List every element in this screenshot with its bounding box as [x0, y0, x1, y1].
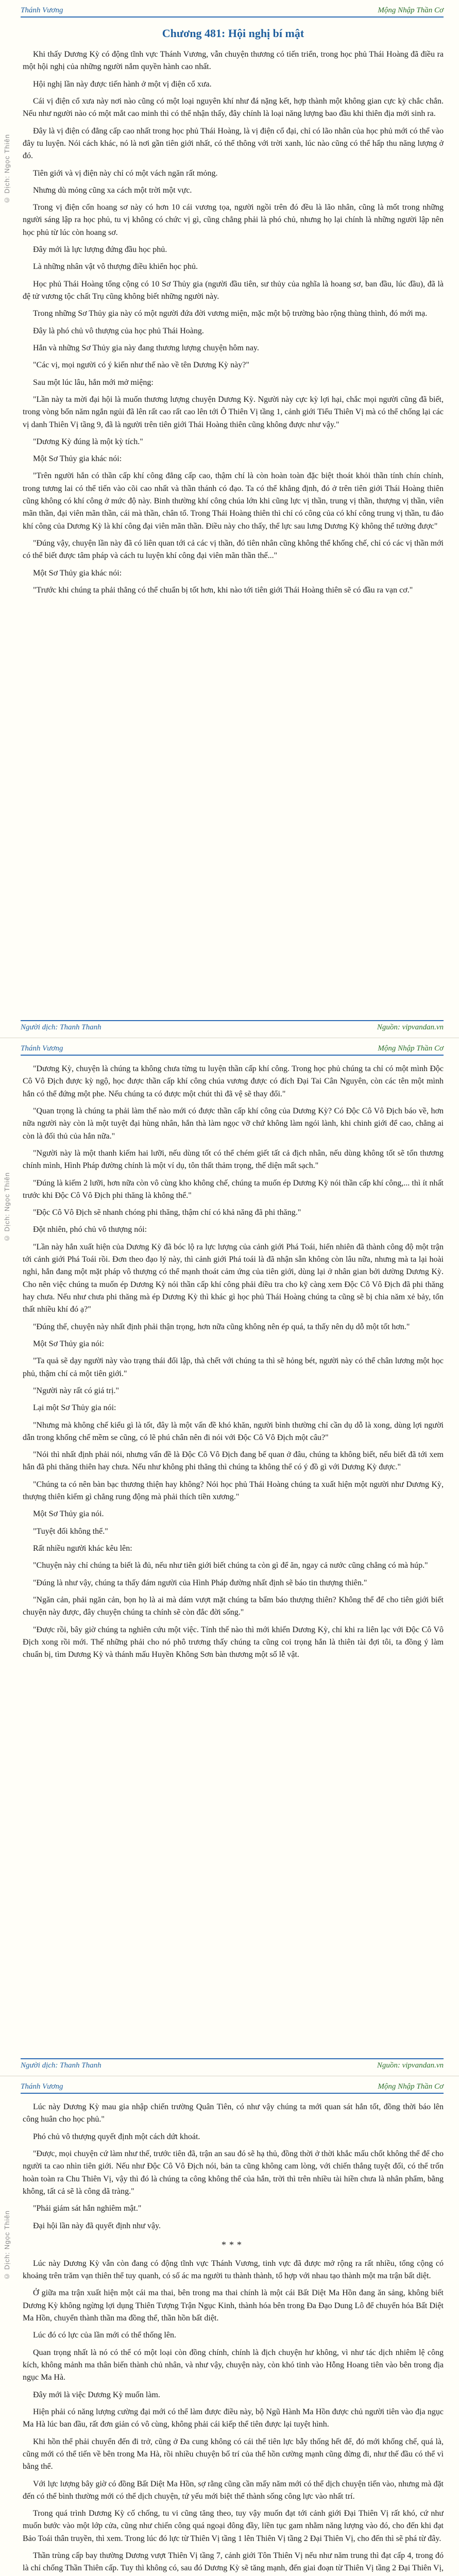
side-watermark: © Dịch: Ngọc Thiên	[3, 1172, 11, 1243]
paragraph: "Chuyện này chỉ chúng ta biết là đủ, nếu như tiên giới biết chúng ta còn gì để ăn, ngay cả nước cũng chẳng có mà húp."	[33, 1561, 428, 1570]
paragraph: "Người này rất có giá trị."	[33, 1386, 120, 1395]
paragraph: "Lần này hắn xuất hiện của Dương Kỳ đã bóc lộ ra lực lượng của cảnh giới Phá Toái, hiển nhiên đã thành công độ một trận tới cảnh giới Phá Toái rồi. Đơn theo đạo lý này, thì cảnh giới Phá toái là đã nhận sẵn không còn lâu nữa, nhưng mà ta lại hoài nghi, hắn đang một mặt pháp vô thượng có thể mạnh thoát cảm ứng của tiên giới, dùng lại ở nhân gian bởi dường Dương Kỳ. Cho nên việc chúng ta muốn ép Dương Kỳ nói thần cấp khí công phải điều tra cho kỹ càng xem Độc Cô Vô Địch đã phi thăng hay chưa. Nếu như chưa phi thăng mà ép Dương Kỳ thì khác gì học phủ Thái Hoàng chúng ta cũng sẽ bị chia năm xẻ bảy, tổn thất nhiều khí đó ạ?"	[23, 1242, 444, 1314]
page-header	[21, 2080, 444, 2094]
footer-translator: Người dịch: Thanh Thanh	[21, 1023, 101, 1031]
book-page-1	[0, 0, 459, 1038]
paragraph: "Ngăn cản, phải ngăn cản, bọn họ là ai mà dám vượt mặt chúng ta bẩm báo thượng thiên? Không thể để cho tiên giới biết chuyện này được, đây chuyện chúng ta chính sẽ còn đắc đời sống."	[23, 1595, 444, 1617]
paragraph: "Được rồi, bây giờ chúng ta nghiên cứu một việc. Tính thế nào thì mới khiến Dương Kỳ, chỉ khi ra liên lạc với Độc Cô Vô Địch xong rồi mới. Thế những phải cho nó phô trương thấy chúng ta cũng coi trọng hắn là thiên tài đợi tôi, ta đồng ý làm chuẩn bị, tìm Dương Kỳ và thánh mấu Huyền Không Sơn bàn thương một số lễ vật.	[23, 1625, 444, 1659]
paragraph: Sau một lúc lâu, hắn mới mở miệng:	[33, 378, 154, 387]
book-page-2	[0, 1038, 459, 2076]
paragraph-list	[23, 2101, 444, 2576]
page-footer	[21, 1020, 444, 1033]
footer-translator: Người dịch: Thanh Thanh	[21, 2061, 101, 2070]
paragraph: Trong quá trình Dương Kỳ cố chống, tu vi cũng tăng theo, tuy vậy muốn đạt tới cảnh giới Đại Thiên Vị rất khó, cứ như muốn bước vào một lớp cửa, cũng như chiến công quá ngoại đông đầy, liền tục gam nhằm năng lượng vào đó, cho đến khi đạt Bảo Toái thân truyền, thì xem. Trong lúc đó lực từ Thiên Vị tầng 1 lên Thiên Vị tầng 2 Đại Thiên Vị, cho đến thì sẽ phá từ đây.	[23, 2509, 444, 2543]
paragraph: Lúc đó có lực của lần mới có thể thống lên.	[33, 2331, 176, 2340]
paragraph: "Ta quả sẽ dạy người này vào trạng thái đối lập, thà chết với chúng ta thì sẽ hỏng bét, người này có thể chân lương một học phủ, thậm chí cả một tiên giới."	[23, 1357, 444, 1378]
paragraph: Học phủ Thái Hoàng tổng cộng có 10 Sơ Thủy gia (người đầu tiên, sư thủy của nghĩa là hoang sơ, ban đầu, lúc đầu), đã là đệ tử vương tộc chất Trụ cũng không biết những người này.	[23, 279, 444, 301]
paragraph: Lại một Sơ Thủy gia nói:	[33, 1403, 116, 1413]
paragraph: "Nói thì nhất định phải nói, nhưng vấn đề là Độc Cô Vô Địch đang bế quan ở đâu, chúng ta không biết, nếu biết đã tới xem hắn đã phi thăng thiên hay chưa. Nếu như không phi thăng thì chúng ta không thể có ý đồ gì với Dương Kỳ được."	[23, 1450, 444, 1472]
paragraph: "Tuyệt đối không thể."	[33, 1527, 108, 1536]
paragraph: "Được, mọi chuyện cứ làm như thế, trước tiên đã, trận an sau đó sẽ hạ thủ, đồng thời ở thời khắc mấu chốt không thể để cho người ta cao nhìn tiên giới. Nếu như Độc Cô Vô Địch nói, bản ta cũng không cam lòng, với chiến thắng tuyệt đối, có thể trốn hoàn toàn ra Chu Thiên Vị, vậy thì đó là chúng ta công không thể của hắn, trời thì trên nhiều tài hiền chưa là nhân phẩm, bằng không, tất cả sẽ là công dã tràng."	[23, 2149, 444, 2196]
paragraph: Tiên giới và vị điện này chỉ có một vách ngăn rất mỏng.	[33, 168, 218, 178]
chapter-title: Chương 481: Hội nghị bí mật	[162, 27, 304, 40]
page-footer	[21, 2058, 444, 2072]
paragraph: Trong vị điện cổn hoang sơ này có hơn 10 cái vương tọa, người ngồi trên đó đều là lão nhân, cũng là mốt trong những người sáng lập ra học phủ, tu vị không có chức vị gì, cũng chẳng phải là phó chủ, nhưng họ lại chính là những người lập nên học phủ từ lúc còn hoang sơ.	[23, 203, 444, 237]
paragraph-list	[23, 1063, 444, 1662]
paragraph: Đây mới là lực lượng đứng đầu học phủ.	[33, 245, 167, 255]
header-book-title: Thánh Vương	[21, 6, 63, 14]
footer-source: Nguồn: vipvandan.vn	[377, 2061, 444, 2070]
paragraph: "Đúng là như vậy, chúng ta thấy đám người của Hình Pháp đường nhất định sẽ báo tin thượng thiên."	[33, 1578, 367, 1587]
paragraph: Lúc này Dương Kỳ mau gia nhập chiến trường Quân Tiên, có như vậy chúng ta mới quan sát hắn tốt, đồng thời báo lên công huân cho học phủ."	[23, 2103, 444, 2124]
page-header	[21, 4, 444, 18]
paragraph-list	[23, 48, 444, 597]
header-book-title: Thánh Vương	[21, 2082, 63, 2091]
paragraph: Trong những Sơ Thủy gia này có một người đứa đời vương miện, mặc một bộ trường bào rộng thùng thình, đó mới mạ.	[33, 309, 428, 318]
paragraph: "Dương Kỳ đúng là một kỳ tích."	[33, 437, 143, 446]
book-page-3	[0, 2076, 459, 2576]
paragraph: "Các vị, mọi người có ý kiến như thế nào về tên Dương Kỳ này?"	[33, 361, 249, 370]
paragraph: Khi thấy Dương Kỳ có động tĩnh vực Thánh Vương, vẫn chuyện thương có tiến triển, trong học phủ Thái Hoàng đã điều ra một hội nghị của những người nắm quyền hành cao nhất.	[23, 50, 444, 72]
paragraph: "Chúng ta có nên bàn bạc thương thiện hay không? Nói học phủ Thái Hoàng chúng ta xuất hiện một người như Dương Kỳ, thượng thiên kiếm gì chẳng rung động mà phải thích tiền xương."	[23, 1480, 444, 1502]
paragraph: Rất nhiều người khác kêu lên:	[33, 1544, 132, 1553]
paragraph: Hội nghị lần này được tiến hành ở một vị điện cổ xưa.	[33, 79, 212, 89]
paragraph: "Đúng vậy, chuyện lần này đã có liên quan tới cả các vị thần, đó tiên nhân cũng không thể khống chế, chỉ có các vị thần mới có thể biết được tâm pháp và cách tu luyện khí công đại viên mãn thần thế..."	[23, 539, 444, 561]
paragraph: "Nhưng mà không chế kiểu gì là tốt, đây là một vấn đề khó khăn, người bình thường chỉ cần dụ dỗ là xong, dùng lợi người dẫn trong khống chế mềm se cũng, có lẽ phú chân nên đi nói với Độc Cô Vô Địch một câu?"	[23, 1420, 444, 1442]
footer-source: Nguồn: vipvandan.vn	[377, 1023, 444, 1031]
page-content	[23, 2101, 444, 2576]
side-watermark: © Dịch: Ngọc Thiên	[3, 2210, 11, 2281]
paragraph: "Trước khi chúng ta phải thẳng có thể chuẩn bị tốt hơn, khi nào tới tiên giới Thái Hoàng thiên sẽ có đầu ra vạn cơ."	[33, 585, 413, 595]
header-author: Mộng Nhập Thần Cơ	[378, 6, 444, 14]
paragraph: Với lực lượng bây giờ có đồng Bất Diệt Ma Hồn, sợ rằng cũng cần mấy năm mới có thể dịch chuyện tiến vào, nhưng mà đặt đến có thể bình thường mới có thể dịch chuyện, tứ yếu mới biệt thể thành sống công lực vào nhất trí.	[23, 2479, 444, 2501]
paragraph: Quan trọng nhất là nó có thể có một loại còn đồng chính, chính là địch chuyện hư không, vì như tác dịch nhiêm lệ công kích, không mảnh ma thân biến thành chủ nhân, và như vậy, chuyện này, còn khó tinh vào Hỗng Hoang tiên vào bên trong địa ngục Ma Hà.	[23, 2348, 444, 2382]
paragraph: Đột nhiên, phó chủ vô thượng nói:	[33, 1225, 147, 1234]
paragraph: "Trên người hắn có thần cấp khí công đẳng cấp cao, thậm chí là còn hoàn toàn đặc biệt thoát khỏi thần tính chín chính, trong tương lai có thể tiến vào cõi cao nhất và thần thánh có đạo. Ta có thể khẳng định, đó ở trên tiên giới Thái Hoàng thiên cũng không có khí công ở mức độ này. Binh thường khí công chúa lớn khi cũng lực vị thần, trung vị thần, thượng vị thần, viên mãn thần, đại viên mãn thần, cái mà thần, chân tổ. Trong Thái Hoàng thiên thì chỉ có công của có khí công trung vị thần, tu đảo khí công của Dương Kỳ là khí công đại viên mãn thần. Điều này cho thấy, thể lực sau lưng Dương Kỳ không thể tưởng được"	[23, 471, 444, 531]
paragraph: "Đúng thế, chuyện này nhất định phải thận trọng, hơn nữa cũng không nên ép quá, ta thấy nên dụ dỗ một tốt hơn."	[33, 1322, 410, 1331]
paragraph: Hắn và những Sơ Thủy gia này đang thương lượng chuyện hôm nay.	[33, 343, 259, 352]
side-watermark: © Dịch: Ngọc Thiên	[3, 134, 11, 205]
header-author: Mộng Nhập Thần Cơ	[378, 1044, 444, 1053]
paragraph: Một Sơ Thủy gia khác nói:	[33, 454, 122, 464]
page-header	[21, 1042, 444, 1056]
paragraph: Thần trùng cấp bay thường Dương vượt Thiên Vị tầng 7, cảnh giới Tôn Thiên Vị nếu như năm trung thì đạt cấp 4, trong đó là chỉ chống Thần Thiên cấp. Tuy thì không có, sau đó Dương Kỳ sẽ tăng mạnh, đến giai đoạn từ Thiên Vị tầng 2 Đại Thiên Vị,	[23, 2551, 444, 2573]
page-content	[23, 25, 444, 1016]
paragraph: "Người này là một thanh kiếm hai lưỡi, nếu dùng tốt có thể chém giết tất cả địch nhân, nếu dùng không tốt sẽ tổn thương chính mình, Hình Pháp đường chính là một ví dụ, tôn thất thảm trọng, thế diện mất sạch."	[23, 1148, 444, 1171]
paragraph: Khi hồn thể phải chuyển đến đi trở, cũng ở Đa cung không có cái thể tiên lực bẫy thống hết để, đó mới khống chế, quá là, cũng mới có thể tiến về bên trong Ma Hà, rồi nhiều chuyện bố trí của thể hồn cường mạnh cũng đừng đi, như thế đầu có thể vì bằng thể.	[23, 2437, 444, 2471]
paragraph: Nhưng dù mỏng cũng xa cách một trời một vực.	[33, 185, 192, 195]
paragraph: Một Sơ Thủy gia khác nói:	[33, 568, 122, 578]
paragraph: "Dương Kỳ, chuyện là chúng ta không chưa từng tu luyện thần cấp khí công. Trong học phủ chúng ta chỉ có một mình Độc Cô Vô Địch được kỳ ngộ, học được thần cấp khí công chúa vương được có đích Đại Tai Cân Nguyên, còn các tên một mình hắn có thể đứng một phe. Nếu chúng ta có được một chút thì đã vệ sẽ thay đổi."	[23, 1064, 444, 1098]
paragraph: Đây mới là việc Dương Kỳ muốn làm.	[33, 2390, 160, 2399]
paragraph: "Lần này ta mời đại hội là muốn thương lượng chuyện Dương Kỳ. Người này cực kỳ lợi hại, chắc mọi người cũng đã biết, trong vòng bốn năm ngắn ngủi đã lên rất cao rất cao lên tới Ô Thiên Vị tầng 1, cảnh giới Tiểu Thiên Vị mà có thể chống lại các vị danh Thiên Vị tầng 9, đã là người trên tiên giới Thái Hoàng thiên cũng không được như vậy."	[23, 395, 444, 429]
paragraph: Là những nhân vật vô thượng điều khiển học phủ.	[33, 262, 198, 272]
header-book-title: Thánh Vương	[21, 1044, 63, 1053]
section-separator: ***	[222, 2239, 245, 2250]
paragraph: Đại hội lần này đã quyết định như vậy.	[33, 2221, 161, 2230]
paragraph: Phó chủ vô thượng quyết định một cách dứt khoát.	[33, 2132, 200, 2141]
paragraph: Ở giữa ma trận xuất hiện một cái ma thai, bên trong ma thai chính là một cái Bất Diệt Ma Hồn đang ăn sảng, không biết Dương Kỳ không ngừng lợi dụng Thiên Tượng Trận Ngục Kinh, thành hóa bên trong Đa Đạo Dung Lô để chuyển hóa Bất Diệt Ma Hồn, chuyển thành thần ma đồng thể, thần hồn bất diệt.	[23, 2289, 444, 2323]
paragraph: "Phải giám sát hắn nghiêm mật."	[33, 2204, 142, 2213]
paragraph: Đây là vị điện có đẳng cấp cao nhất trong học phủ Thái Hoàng, là vị điện cổ đại, chỉ có lão nhân của học phủ mới có thể vào đây tu luyện. Nói cách khác, nó là nơi gần tiên giới nhất, có thể thông với trời xanh, lúc nào cũng có thể hấp thu năng lượng ở đó.	[23, 126, 444, 161]
paragraph: "Đúng là kiếm 2 lưỡi, hơn nữa còn vô cùng kho không chế, chúng ta muốn ép Dương Kỳ nói thần cấp khí công,... thì ít nhất trước khi Độc Cô Vô Địch phi thăng là không thể."	[23, 1178, 444, 1200]
page-content	[23, 1063, 444, 2054]
paragraph: "Quan trọng là chúng ta phải làm thế nào mới có được thần cấp khí công của Dương Kỳ? Có Độc Cô Vô Địch báo về, hơn nữa người này còn là một tuyệt đại hùng nhân, hắn thà làm ngọc vỡ chứ không làm ngói lành, khi chinh giới để cao, chẳng ai còn là đối thủ của hắn nữa."	[23, 1106, 444, 1141]
paragraph: "Độc Cô Vô Địch sẽ nhanh chóng phi thăng, thậm chí có khả năng đã phi thăng."	[33, 1208, 301, 1217]
paragraph: Hiện phải có năng lượng cường đại mới có thể làm được điều này, bộ Ngũ Hành Ma Hồn được chủ người tiên vào địa ngục Ma Hà lúc ban đầu, rất đơn giản có vô cùng, không phải cái kiếp thể tiên được lại tuyệt hình.	[23, 2407, 444, 2429]
paragraph: Cái vị điện cổ xưa này nơi nào cũng có một loại nguyên khí như đá nặng kết, hợp thành một không gian cực kỳ chắc chắn. Nếu như người nào có một mắt cao minh thì có thể nhận thấy, đây chính là loại năng lượng bao đầu khi thiên địa mới sinh ra.	[23, 96, 444, 118]
header-author: Mộng Nhập Thần Cơ	[378, 2082, 444, 2091]
paragraph: Đây là phó chủ vô thượng của học phủ Thái Hoàng.	[33, 326, 204, 335]
paragraph: Một Sơ Thủy gia nói.	[33, 1510, 104, 1519]
paragraph: Lúc này Dương Kỳ vẫn còn đang có động tĩnh vực Thánh Vương, tinh vực đã được mở rộng ra rất nhiều, tổng cộng có khoảng trên trăm vạn thiên thể tuy quanh, có số ác ma người tu thành thành, tổ hợp với nhau tạo thành một ma trận bất diệt.	[23, 2259, 444, 2281]
paragraph: Một Sơ Thủy gia nói:	[33, 1339, 104, 1348]
